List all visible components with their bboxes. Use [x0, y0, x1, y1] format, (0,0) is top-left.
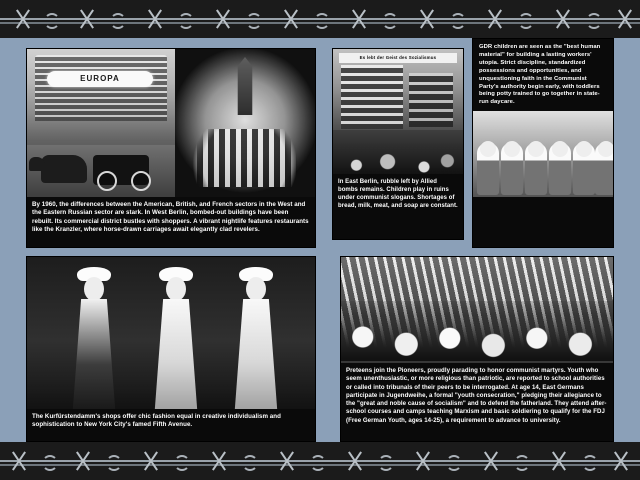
coat-shape: [71, 299, 117, 409]
rubble-pile: [333, 130, 463, 174]
building-facade: [35, 55, 167, 121]
barb-icon: [346, 450, 364, 472]
coat-shape: [233, 299, 279, 409]
photo-department-store: [27, 49, 175, 197]
caption-gdr-children: GDR children are seen as the "best human material" for building a lasting workers' utopia. Strict discipline, standardized possessions and opportunities, and unquestioning faith in the Communist Party's authority begin early, with toddlers being potty trained to go together in state-run daycare.: [479, 44, 601, 106]
model-figure: [225, 267, 287, 409]
barb-icon: [14, 8, 32, 30]
wire-twist-icon: [106, 455, 122, 471]
barb-icon: [142, 450, 160, 472]
panel-west-berlin-street: [26, 48, 316, 248]
ruined-building: [341, 65, 403, 129]
barb-icon: [482, 450, 500, 472]
head-shape: [84, 277, 104, 301]
horse-figure: [41, 155, 87, 183]
photo-state-nursery: [473, 111, 613, 197]
carriage-wheel: [131, 171, 151, 191]
toddler-figure: [501, 143, 523, 195]
barb-icon: [486, 8, 504, 30]
crowd-figures: [181, 129, 309, 187]
head-shape: [166, 277, 186, 301]
barb-icon: [278, 450, 296, 472]
ruined-building: [409, 73, 453, 127]
wire-twist-icon: [314, 13, 330, 29]
barb-icon: [418, 8, 436, 30]
caption-east-berlin-rubble: In East Berlin, rubble left by Allied bombs remains. Children play in ruins under communist slogans. Shortages of bread, milk, meat, and soap are constant.: [338, 179, 458, 209]
wire-twist-icon: [44, 13, 60, 29]
wire-twist-icon: [582, 455, 598, 471]
caption-young-pioneers: Preteens join the Pioneers, proudly parading to honor communist martyrs. Youth who seem unenthusiastic, or more religious than patriotic, are reported to school authorities or called into tribunals of their peers to be interrogated. At age 14, East Germans participate in Jugendweihe, a formal "youth consecration," pledging their allegiance to the "great and noble cause of socialism" and to defend the fatherland. They attend after-school courses and camps teaching Marxism and basic soldiering to qualify for the FDJ (Free German Youth, ages 14-25), a requirement to advance to university.: [346, 367, 607, 424]
wire-twist-icon: [518, 13, 534, 29]
wire-twist-icon: [310, 455, 326, 471]
barb-icon: [74, 450, 92, 472]
barb-icon: [612, 450, 630, 472]
wire-twist-icon: [246, 13, 262, 29]
photo-east-berlin-rubble: [333, 49, 463, 174]
photo-shoppers-inset: [175, 49, 315, 197]
toddler-figure: [595, 143, 613, 195]
wire-twist-icon: [178, 13, 194, 29]
crowd-faces: [341, 301, 613, 361]
caption-west-berlin-street: By 1960, the differences between the American, British, and French sectors in the West and the Eastern Russian sector are stark. In West Berlin, bombed-out buildings have been rebuilt. Its commercial district bustles with shoppers. A vibrant nightlife features restaurants like the Kranzler, where horse-drawn carriages await elegantly clad revelers.: [32, 201, 309, 234]
panel-gdr-children: [472, 38, 614, 248]
model-figure: [145, 267, 207, 409]
barb-icon: [282, 8, 300, 30]
barb-icon: [350, 8, 368, 30]
caption-kurfurstendamm-fashion: The Kurfürstendamm's shops offer chic fashion equal in creative individualism and sophistication to New York City's famed Fifth Avenue.: [32, 413, 281, 429]
wire-twist-icon: [242, 455, 258, 471]
barb-icon: [554, 8, 572, 30]
wire-twist-icon: [446, 455, 462, 471]
propaganda-banner: Es lebt der Geist des Sozialismus: [339, 53, 457, 63]
photo-west-berlin-street: [27, 49, 315, 197]
wire-twist-icon: [514, 455, 530, 471]
wire-twist-icon: [382, 13, 398, 29]
carriage-wheel: [97, 171, 117, 191]
wire-twist-icon: [378, 455, 394, 471]
coat-shape: [153, 299, 199, 409]
photo-pioneer-parade: [341, 257, 613, 363]
wire-twist-icon: [42, 455, 58, 471]
barb-icon: [146, 8, 164, 30]
barb-icon: [10, 450, 28, 472]
panel-young-pioneers: [340, 256, 614, 442]
barb-icon: [616, 8, 634, 30]
head-shape: [246, 277, 266, 301]
barb-icon: [414, 450, 432, 472]
photo-fashion-models: [27, 257, 315, 409]
panel-east-berlin-rubble: [332, 48, 464, 240]
store-marquee-label: EUROPA: [80, 74, 120, 83]
wire-twist-icon: [110, 13, 126, 29]
barb-icon: [78, 8, 96, 30]
barbed-wire-border-bottom: [0, 442, 640, 480]
model-figure: [63, 267, 125, 409]
toddler-figure: [573, 143, 595, 195]
toddler-figure: [525, 143, 547, 195]
panel-kurfurstendamm-fashion: [26, 256, 316, 442]
wire-twist-icon: [174, 455, 190, 471]
toddler-figure: [549, 143, 571, 195]
barb-icon: [550, 450, 568, 472]
barbed-wire-border-top: [0, 0, 640, 38]
barb-icon: [214, 8, 232, 30]
wire-twist-icon: [586, 13, 602, 29]
toddler-figure: [477, 143, 499, 195]
barb-icon: [210, 450, 228, 472]
store-marquee: [47, 71, 153, 87]
wire-twist-icon: [450, 13, 466, 29]
